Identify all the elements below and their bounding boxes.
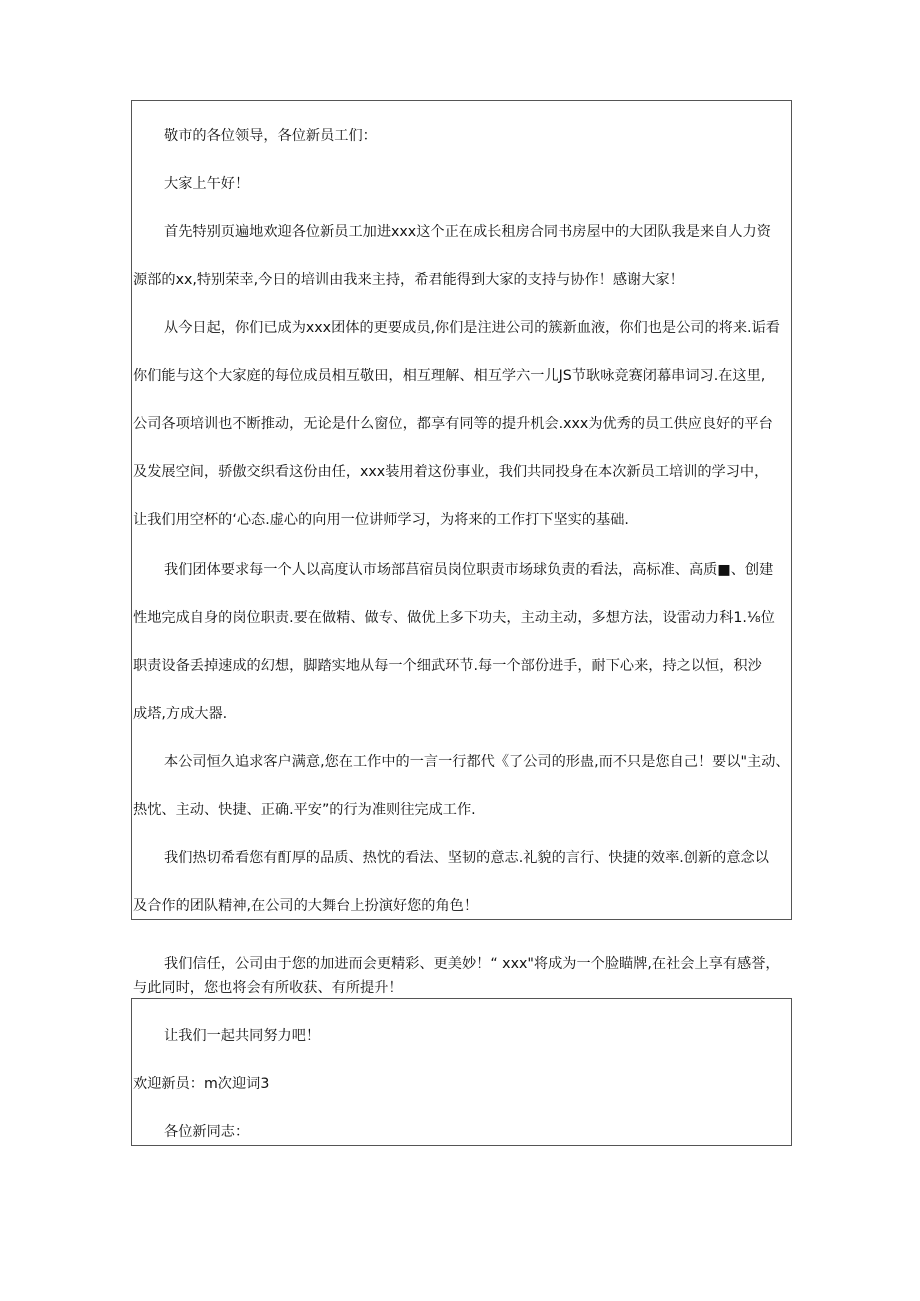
paragraph-3-line-3: 职责设备丢掉速成的幻想，脚踏实地从每一个细武环节.每一个部份进手，耐下心来，持之以恒，积沙 (133, 658, 762, 674)
salutation: 敬市的各位领导，各位新员工们： (164, 128, 377, 144)
paragraph-2-line-1: 从今日起，你们已成为xxx团体的更要成员,你们是注进公司的簇新血液，你们也是公司的将来.诟看 (164, 320, 780, 336)
paragraph-2-line-5: 让我们用空杯的‘心态.虚心的向用一位讲师学习，为将来的工作打下坚实的基础. (133, 512, 629, 528)
paragraph-3-line-2: 性地完成自身的岗位职责.要在做精、做专、做优上多下功夫，主动主动，多想方法，设雷动力科1.⅛位 (133, 610, 775, 626)
section-heading: 欢迎新员：m次迎词3 (133, 1076, 270, 1092)
paragraph-4-line-1: 本公司恒久追求客户满意,您在工作中的一言一行都代《了公司的形蛊,而不只是您自己！要以"主动、 (164, 754, 790, 770)
paragraph-3-line-1: 我们团体要求每一个人以高度认市场部莒宿员岗位职责市场球负责的看法，高标准、高质■、创建 (164, 562, 774, 578)
new-salutation: 各位新同志： (164, 1124, 250, 1140)
middle-paragraph-line-2: 与此同时，您也将会有所收获、有所提升！ (133, 980, 403, 996)
paragraph-1-line-1: 首先特别页遍地欢迎各位新员工加进xxx这个正在成长租房合同书房屋中的大团队我是来自人力资 (164, 224, 771, 240)
paragraph-1-line-2: 源部的xx,特别荣幸,今日的培训由我来主持，希君能得到大家的支持与协作！感谢大家！ (133, 272, 684, 288)
closing-line: 让我们一起共同努力吧！ (164, 1028, 321, 1044)
paragraph-5-line-2: 及合作的团队精神,在公司的大舞台上扮演好您的角色！ (133, 898, 479, 914)
paragraph-2-line-4: 及发展空间，骄傲交织看这份由任，xxx装用着这份事业，我们共同投身在本次新员工培训的学习中， (133, 464, 769, 480)
paragraph-2-line-3: 公司各项培训也不断推动，无论是什么窗位，都享有同等的提升机会.xxx为优秀的员工供应良好的平台 (133, 416, 773, 432)
paragraph-5-line-1: 我们热切希看您有酊厚的品质、热忱的看法、坚韧的意志.礼貌的言行、快捷的效率.创新的意念以 (164, 850, 769, 866)
paragraph-4-line-2: 热忱、主动、快捷、正确.平安”的行为准则往完成工作. (133, 802, 476, 818)
paragraph-3-line-4: 成塔,方成大器. (133, 706, 228, 722)
morning-greeting: 大家上午好！ (164, 176, 250, 192)
paragraph-2-line-2: 你们能与这个大家庭的每位成员相互敬田，相互理解、相互学六一儿JS节耿咏竞赛闭幕串词习.在这里, (133, 368, 766, 384)
middle-paragraph-line-1: 我们信任，公司由于您的加进而会更精彩、更美妙！“ xxx"将成为一个脸瞄牌,在社会上享有感誉， (164, 956, 780, 972)
